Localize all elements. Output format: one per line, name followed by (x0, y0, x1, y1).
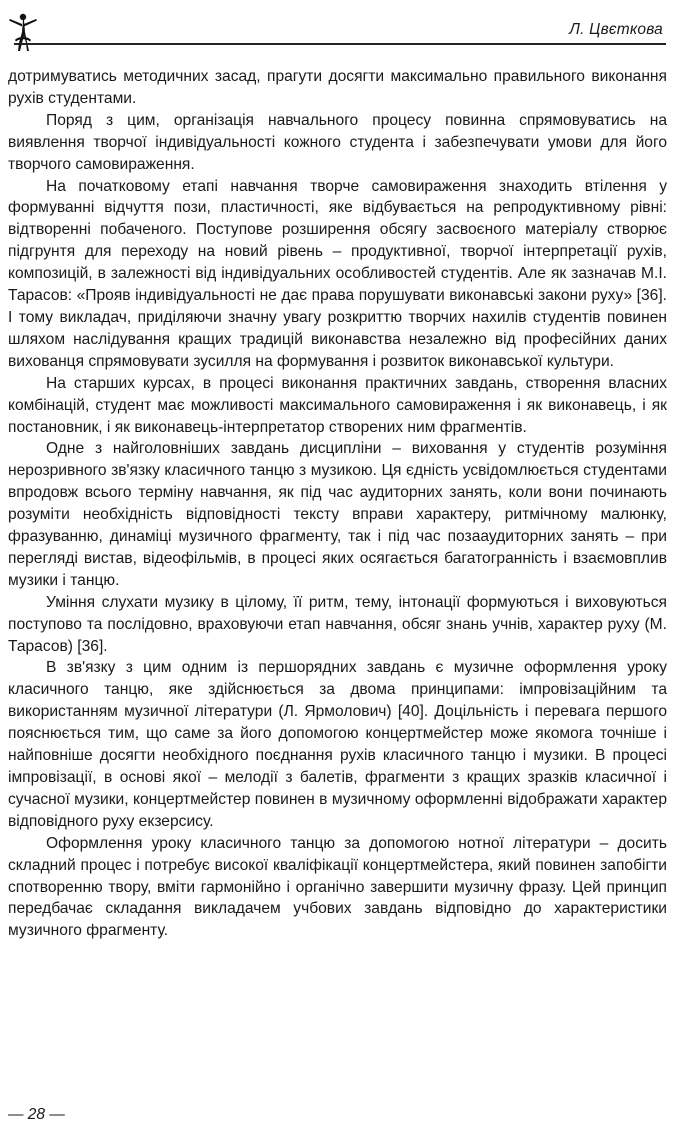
page-body (8, 66, 667, 942)
paragraph-8: Оформлення уроку класичного танцю за допомогою нотної літератури – досить складний процес і потребує високої кваліфікації концертмейстера, який повинен запобігти спотворенню твору, вміти гармонійно і органічно завершити музичну фразу. Цей принцип передбачає складання викладачем учбових завдань відповідно до характеристики музичного фрагменту. (8, 834, 667, 940)
paragraph-2: Поряд з цим, організація навчального процесу повинна спрямовуватись на виявлення творчої індивідуальності кожного студента і забезпечувати умови для його творчого самовираження. (8, 111, 667, 173)
page-header (0, 0, 675, 62)
running-head-author: Л. Цвєткова (569, 21, 663, 38)
paragraph-3: На початковому етапі навчання творче самовираження знаходить втілення у формуванні відчуття пози, пластичності, яке відбувається на репродуктивному рівні: відтворенні побаченого. Поступове розширення обсягу засвоєного матеріалу створює підгрунтя для переходу на новий рівень – продуктивної, творчої інтерпретації рухів, композицій, в залежності від індивідуальних особливостей студентів. Але як зазначав М.І. Тарасов: «Прояв індивідуальності не дає права порушувати виконавські закони руху» [36]. І тому викладач, приділяючи значну увагу розкриттю творчих нахилів студентів повинен шляхом наслідування кращих традицій виконавства незалежно від професійних даних вихованця спрямовувати зусилля на формування і розвиток виконавської культури. (8, 177, 667, 370)
dancer-silhouette-icon (6, 12, 40, 52)
paragraph-6: Уміння слухати музику в цілому, її ритм, тему, інтонації формуються і виховуються поступово та послідовно, враховуючи етап навчання, обсяг знань учнів, характер руху (М. Тарасов) [36]. (8, 593, 667, 655)
paragraph-1: дотримуватись методичних засад, прагути досягти максимально правильного виконання рухів студентами. (8, 68, 667, 107)
paragraph-4: На старших курсах, в процесі виконання практичних завдань, створення власних комбінацій, студент має можливості максимального самовираження і як виконавець, і як постановник, і як виконавець-інтерпретатор створених ним фрагментів. (8, 374, 667, 436)
header-rule (14, 43, 666, 45)
paragraph-5: Одне з найголовніших завдань дисципліни – виховання у студентів розуміння нерозривного зв'язку класичного танцю з музикою. Ця єдність усвідомлюється студентами впродовж всього терміну навчання, як під час аудиторних занять, коли вони починають розуміти необхідність відповідності тексту вправи характеру, ритмічному малюнку, фразуванню, динаміці музичного фрагменту, так і під час позааудиторних занять – при перегляді вистав, відеофільмів, в процесі яких осягається багатогранність і взаємовплив музики і танцю. (8, 440, 667, 589)
paragraph-7: В зв'язку з цим одним із першорядних завдань є музичне оформлення уроку класичного танцю, яке здійснюється за двома принципами: імпровізаційним та використанням музичної літератури (Л. Ярмолович) [40]. Доцільність і перевага першого пояснюється тим, що саме за його допомогою концертмейстер може якомога точніше і найповніше досягти необхідного поєднання рухів класичного танцю і музики. В процесі імпровізації, в основі якої – мелодії з балетів, фрагменти з кращих зразків класичної і сучасної музики, концертмейстер повинен в музичному оформленні відображати характер відповідного руху екзерсису. (8, 659, 667, 830)
page-number: — 28 — (8, 1106, 65, 1123)
